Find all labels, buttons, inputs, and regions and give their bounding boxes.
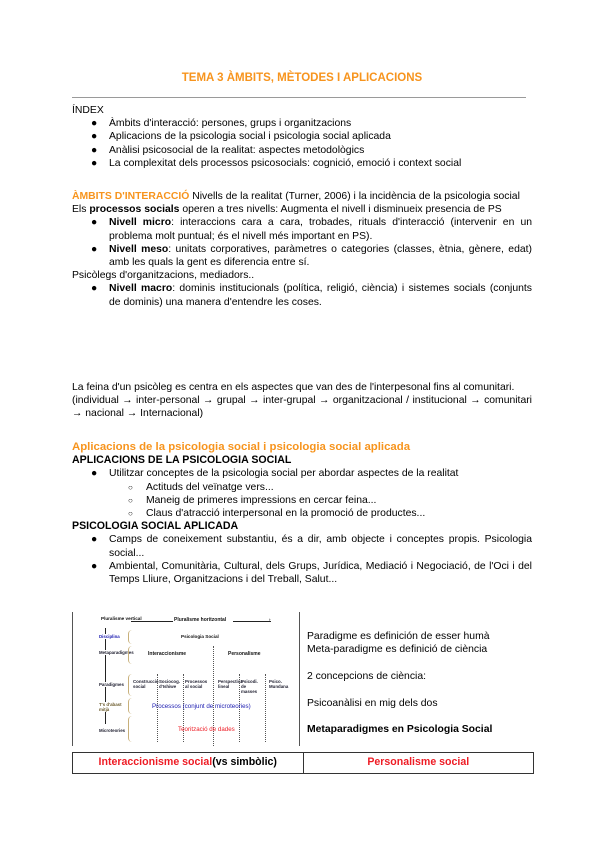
h-arrow-left	[131, 621, 173, 622]
list-item: ● Nivell macro: dominis institucionals (política, religió, ciència) i sistemes socials (conjunts de dominis) una manera d'entendre les coses.	[91, 283, 532, 308]
discipline-label: Psicologia Social	[181, 634, 219, 639]
bullet-icon: ●	[91, 157, 98, 169]
paradigm-label: Psico. Mundana	[269, 679, 289, 689]
list-item: ● Camps de coneixement substantiu, és a dir, amb objecte i conceptes propis. Psicologia social...	[91, 534, 532, 559]
index-heading: ÍNDEX	[72, 105, 104, 116]
teoritzacio-label: Teorització de dades	[178, 726, 235, 733]
metaparadigm-label: Interaccionisme	[148, 651, 187, 657]
bullet-icon: ●	[91, 131, 98, 143]
horizontal-title: Pluralisme horitzontal	[174, 617, 227, 623]
index-section	[72, 104, 532, 170]
aplicacions-section	[72, 441, 532, 586]
vertical-title: Pluralisme vertical	[101, 616, 142, 621]
bullet-icon: ●	[91, 560, 98, 572]
ambits-intro: ÀMBITS D'INTERACCIÓ Nivells de la realitat (Turner, 2006) i la incidència de la psicologia social	[72, 191, 520, 202]
paradigm-label: Perspectiva lineal	[218, 679, 243, 689]
ambits-heading: ÀMBITS D'INTERACCIÓ	[72, 191, 190, 202]
list-item: ● Ambiental, Comunitària, Cultural, dels Grups, Jurídica, Mediació i Negociació, de l'Oci i del Temps Lliure, Organitzacions i del Treball, Salut...	[91, 560, 532, 586]
metaparadigm-label: Personalisme	[228, 651, 261, 657]
hollow-bullet-icon: ○	[128, 495, 133, 505]
pluralism-diagram	[72, 612, 300, 746]
sub2-list	[72, 533, 532, 586]
list-item: ● Utilitzar conceptes de la psicologia social per abordar aspectes de la realitat	[91, 468, 459, 480]
note-line: Psicoanàlisi en mig dels dos	[307, 697, 438, 709]
bullet-icon: ●	[91, 144, 98, 156]
table-cell-interaccionisme: Interaccionisme social (vs simbòlic)	[98, 756, 277, 769]
brace-icon	[128, 698, 132, 714]
index-list	[72, 117, 532, 170]
aplicacions-sub2-heading: PSICOLOGIA SOCIAL APLICADA	[72, 520, 239, 533]
list-item: ● Àmbits d'interacció: persones, grups i organitzacions	[91, 118, 352, 130]
title-divider	[72, 97, 526, 98]
bullet-icon: ●	[91, 283, 98, 295]
paradigm-label: Psicodi. de masses	[241, 679, 258, 694]
row-label: Metaparadigmes	[99, 650, 134, 655]
sub1-list	[72, 467, 532, 520]
processos-label: Processos (conjunt de microteories)	[152, 703, 251, 710]
paradigm-label: Processos al social	[185, 679, 208, 689]
row-label: Microteories	[99, 728, 126, 733]
document-title: TEMA 3 ÀMBITS, MÈTODES I APLICACIONS	[181, 72, 423, 84]
levels-list	[72, 216, 532, 269]
paradigm-label: Sociocog. d'Ishiwe	[159, 679, 180, 689]
macro-list	[72, 282, 532, 308]
sub-list-item: ○ Claus d'atracció interpersonal en la promoció de productes...	[128, 508, 426, 520]
processos-paragraph: Els processos socials operen a tres nivells: Augmenta el nivell i disminueix presencia de PS	[72, 204, 502, 216]
column-divider	[265, 674, 266, 742]
brace-icon	[128, 646, 132, 664]
h-arrow-right	[233, 621, 271, 622]
metaparadigms-caption: Metaparadigmes en Psicologia Social	[307, 724, 493, 736]
list-item: ● Nivell meso: unitats corporatives, paràmetres o categories (classes, ètnia, gènere, edat) amb les quals la gent es diferencia entre sí.	[91, 243, 532, 269]
list-item: ● Aplicacions de la psicologia social i psicologia social aplicada	[91, 131, 391, 143]
diagram-notes	[298, 630, 541, 737]
arrow-head-icon: ›	[269, 617, 271, 622]
bullet-icon: ●	[91, 468, 98, 480]
brace-icon	[128, 716, 132, 742]
sub-list-item: ○ Actituds del veïnatge vers...	[128, 481, 274, 493]
note-psicolegs: Psicòlegs d'organitzacions, mediadors..	[72, 270, 255, 282]
list-item: ● Nivell micro: interaccions cara a cara, trobades, rituals d'interacció (intervenir en un problema molt puntual; és el nivell més important en PS).	[91, 217, 532, 242]
ambits-section	[72, 190, 532, 309]
sub-list-item: ○ Maneig de primeres impressions en cercar feina...	[128, 494, 377, 506]
metaparadigms-table	[72, 752, 534, 774]
hollow-bullet-icon: ○	[128, 509, 133, 519]
aplicacions-heading: Aplicacions de la psicologia social i psicologia social aplicada	[72, 441, 411, 453]
bullet-icon: ●	[91, 217, 98, 229]
list-item: ● Anàlisi psicosocial de la realitat: aspectes metodològics	[91, 144, 365, 156]
brace-icon	[128, 674, 132, 696]
row-label: T's d'abast mitjà	[99, 702, 125, 712]
note-line: 2 concepcions de ciència:	[307, 670, 426, 682]
hollow-bullet-icon: ○	[128, 482, 133, 492]
row-label: Disciplina	[99, 634, 120, 639]
chain-paragraph: (individual → inter-personal → grupal → inter-grupal → organitzacional / institucional → comunitari → nacional → Internacional)	[72, 395, 532, 420]
list-item: ● La complexitat dels processos psicosocials: cognició, emoció i context social	[91, 157, 462, 169]
feina-section	[72, 381, 532, 421]
bullet-icon: ●	[91, 118, 98, 130]
bullet-icon: ●	[91, 243, 98, 255]
feina-paragraph: La feina d'un psicòleg es centra en els aspectes que van des de l'interpesonal fins al comunitari.	[72, 382, 515, 393]
brace-icon	[128, 630, 132, 644]
note-line: Paradigme es definición de esser humà	[307, 631, 490, 642]
bullet-icon: ●	[91, 534, 98, 546]
aplicacions-sub1-heading: APLICACIONS DE LA PSICOLOGIA SOCIAL	[72, 454, 292, 467]
note-line: Meta-paradigme es definició de ciència	[307, 644, 488, 656]
paradigm-label: Construcció social	[133, 679, 159, 689]
table-cell-personalisme: Personalisme social	[303, 753, 534, 773]
row-label: Paradigmes	[99, 682, 124, 687]
